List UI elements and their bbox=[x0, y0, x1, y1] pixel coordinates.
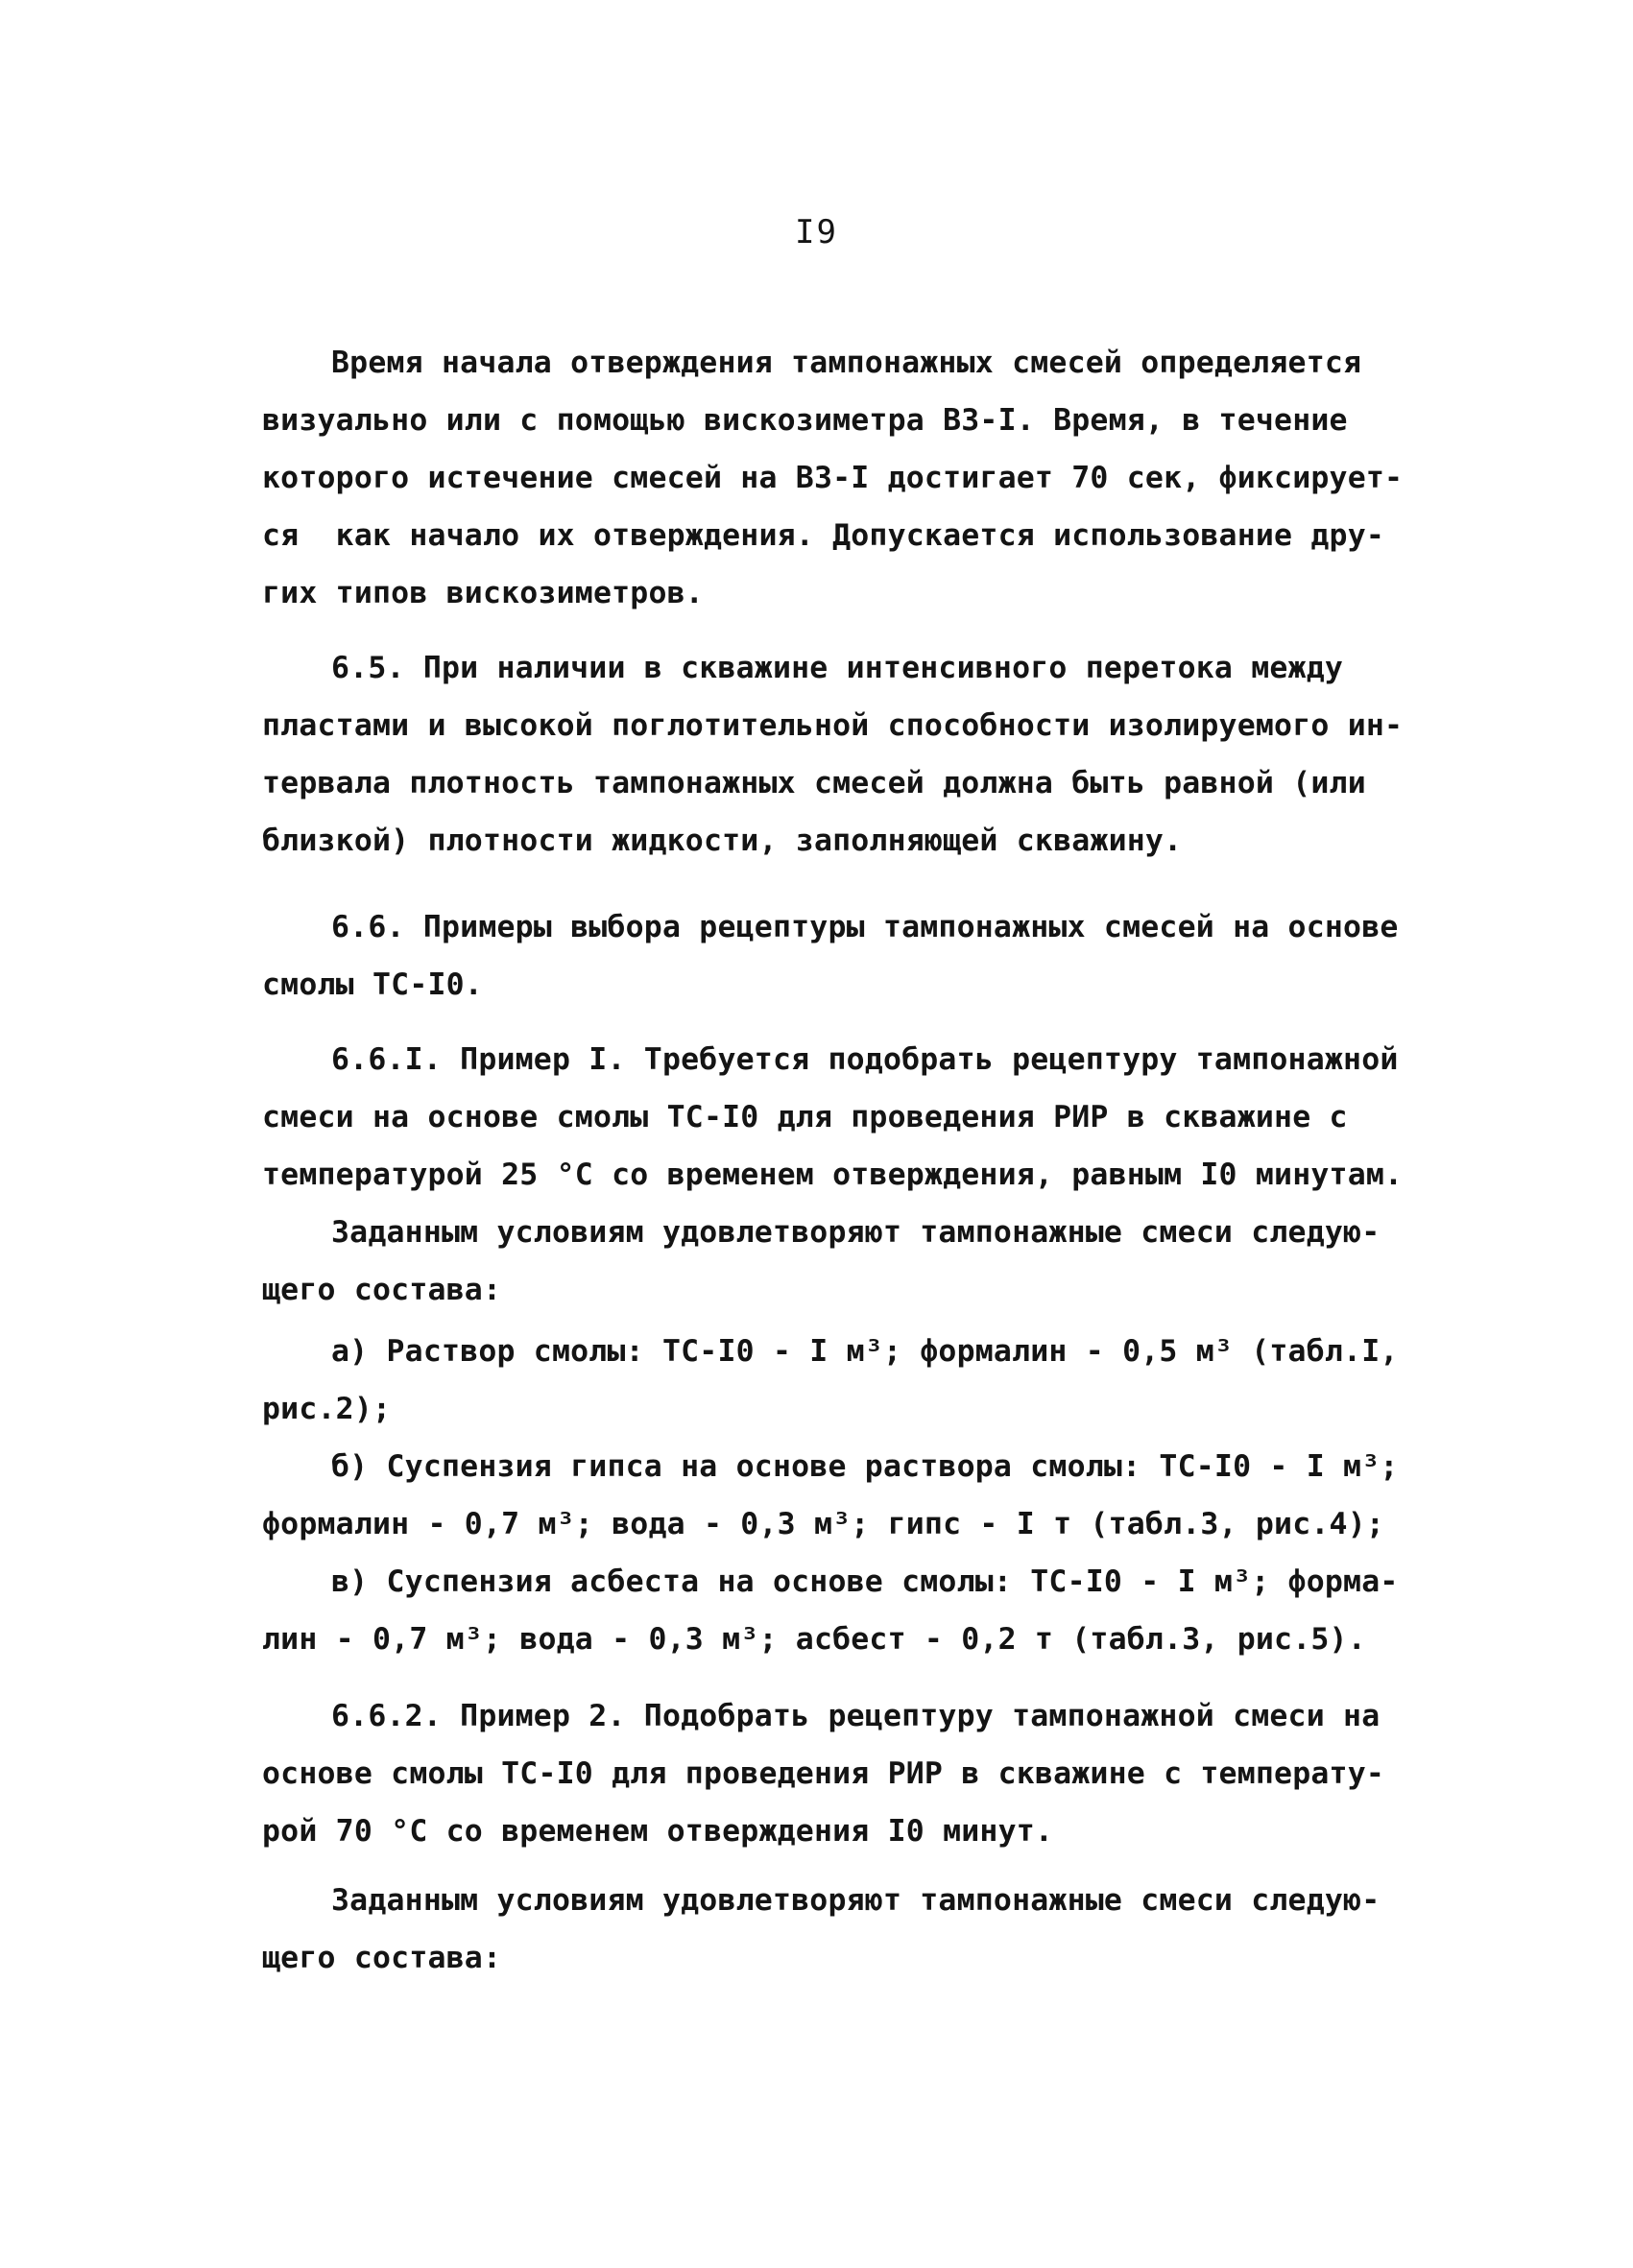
text-line: б) Суспензия гипса на основе раствора смолы: ТС-I0 - I м³; bbox=[331, 1449, 1399, 1484]
page-number: I9 bbox=[795, 213, 838, 251]
text-line: визуально или с помощью вискозиметра ВЗ-I. Время, в течение bbox=[262, 403, 1348, 438]
text-line: 6.6.I. Пример I. Требуется подобрать рецептуру тампонажной bbox=[331, 1042, 1399, 1077]
text-line: 6.5. При наличии в скважине интенсивного перетока между bbox=[331, 651, 1344, 685]
text-line: смеси на основе смолы ТС-I0 для проведения РИР в скважине с bbox=[262, 1100, 1348, 1134]
text-line: 6.6. Примеры выбора рецептуры тампонажных смесей на основе bbox=[331, 910, 1399, 944]
text-line: лин - 0,7 м³; вода - 0,3 м³; асбест - 0,2 т (табл.3, рис.5). bbox=[262, 1622, 1366, 1657]
text-line: щего состава: bbox=[262, 1941, 502, 1975]
text-line: щего состава: bbox=[262, 1273, 502, 1307]
text-line: близкой) плотности жидкости, заполняющей скважину. bbox=[262, 824, 1183, 858]
text-line: Заданным условиям удовлетворяют тампонажные смеси следую- bbox=[331, 1215, 1381, 1250]
text-line: гих типов вискозиметров. bbox=[262, 576, 704, 610]
text-line: в) Суспензия асбеста на основе смолы: ТС-I0 - I м³; форма- bbox=[331, 1564, 1399, 1599]
text-line: рис.2); bbox=[262, 1392, 392, 1426]
text-line: Время начала отверждения тампонажных смесей определяется bbox=[331, 346, 1362, 380]
text-line: рой 70 °С со временем отверждения I0 минут. bbox=[262, 1814, 1054, 1849]
text-line: тервала плотность тампонажных смесей должна быть равной (или bbox=[262, 766, 1366, 800]
text-line: формалин - 0,7 м³; вода - 0,3 м³; гипс - I т (табл.3, рис.4); bbox=[262, 1507, 1385, 1541]
text-line: пластами и высокой поглотительной способности изолируемого ин- bbox=[262, 708, 1404, 743]
text-line: 6.6.2. Пример 2. Подобрать рецептуру тампонажной смеси на bbox=[331, 1699, 1381, 1733]
text-line: температурой 25 °С со временем отверждения, равным I0 минутам. bbox=[262, 1158, 1404, 1192]
text-line: смолы ТС-I0. bbox=[262, 967, 483, 1002]
text-line: ся как начало их отверждения. Допускается использование дру- bbox=[262, 518, 1385, 553]
text-line: которого истечение смесей на ВЗ-I достигает 70 сек, фиксирует- bbox=[262, 461, 1404, 495]
text-line: а) Раствор смолы: ТС-I0 - I м³; формалин - 0,5 м³ (табл.I, bbox=[331, 1334, 1399, 1369]
text-line: Заданным условиям удовлетворяют тампонажные смеси следую- bbox=[331, 1883, 1381, 1918]
text-line: основе смолы ТС-I0 для проведения РИР в скважине с температу- bbox=[262, 1756, 1385, 1791]
